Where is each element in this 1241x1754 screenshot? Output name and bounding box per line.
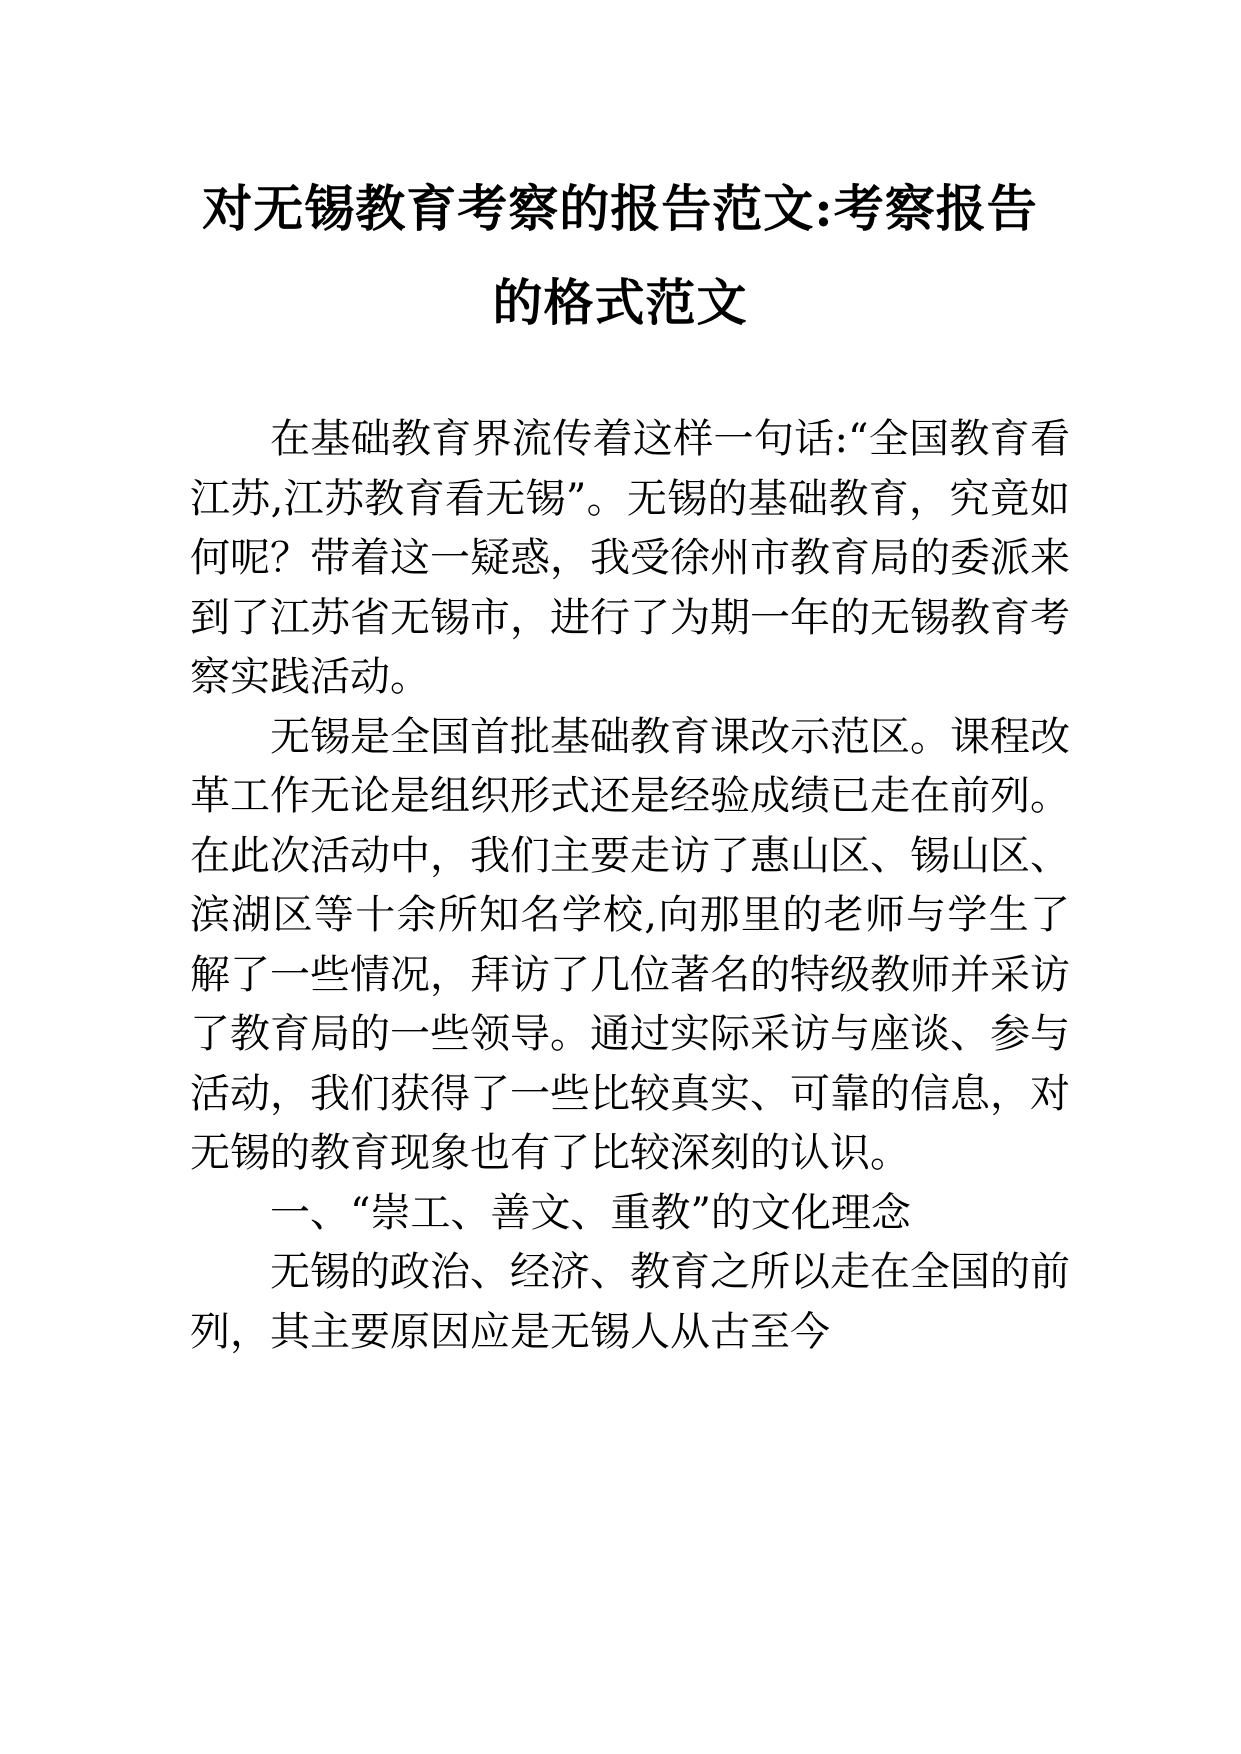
paragraph-wuxi-reform: 无锡是全国首批基础教育课改示范区。课程改革工作无论是组织形式还是经验成绩已走在前列。在此次活动中，我们主要走访了惠山区、锡山区、滨湖区等十余所知名学校,向那里的老师与学生了解了一些情况，拜访了几位著名的特级教师并采访了教育局的一些领导。通过实际采访与座谈、参与活动，我们获得了一些比较真实、可靠的信息，对无锡的教育现象也有了比较深刻的认识。 [190, 713, 1070, 1176]
paragraph-culture: 无锡的政治、经济、教育之所以走在全国的前列，其主要原因应是无锡人从古至今 [190, 1249, 1070, 1355]
section-heading-culture: 一、“崇工、善文、重教”的文化理念 [270, 1189, 911, 1236]
document-body [190, 410, 1070, 1362]
document-title: 对无锡教育考察的报告范文:考察报告的格式范文 [202, 179, 1038, 332]
paragraph-intro: 在基础教育界流传着这样一句话:“全国教育看江苏,江苏教育看无锡”。无锡的基础教育，究竟如何呢？带着这一疑惑，我受徐州市教育局的委派来到了江苏省无锡市，进行了为期一年的无锡教育考察实践活动。 [190, 416, 1070, 700]
